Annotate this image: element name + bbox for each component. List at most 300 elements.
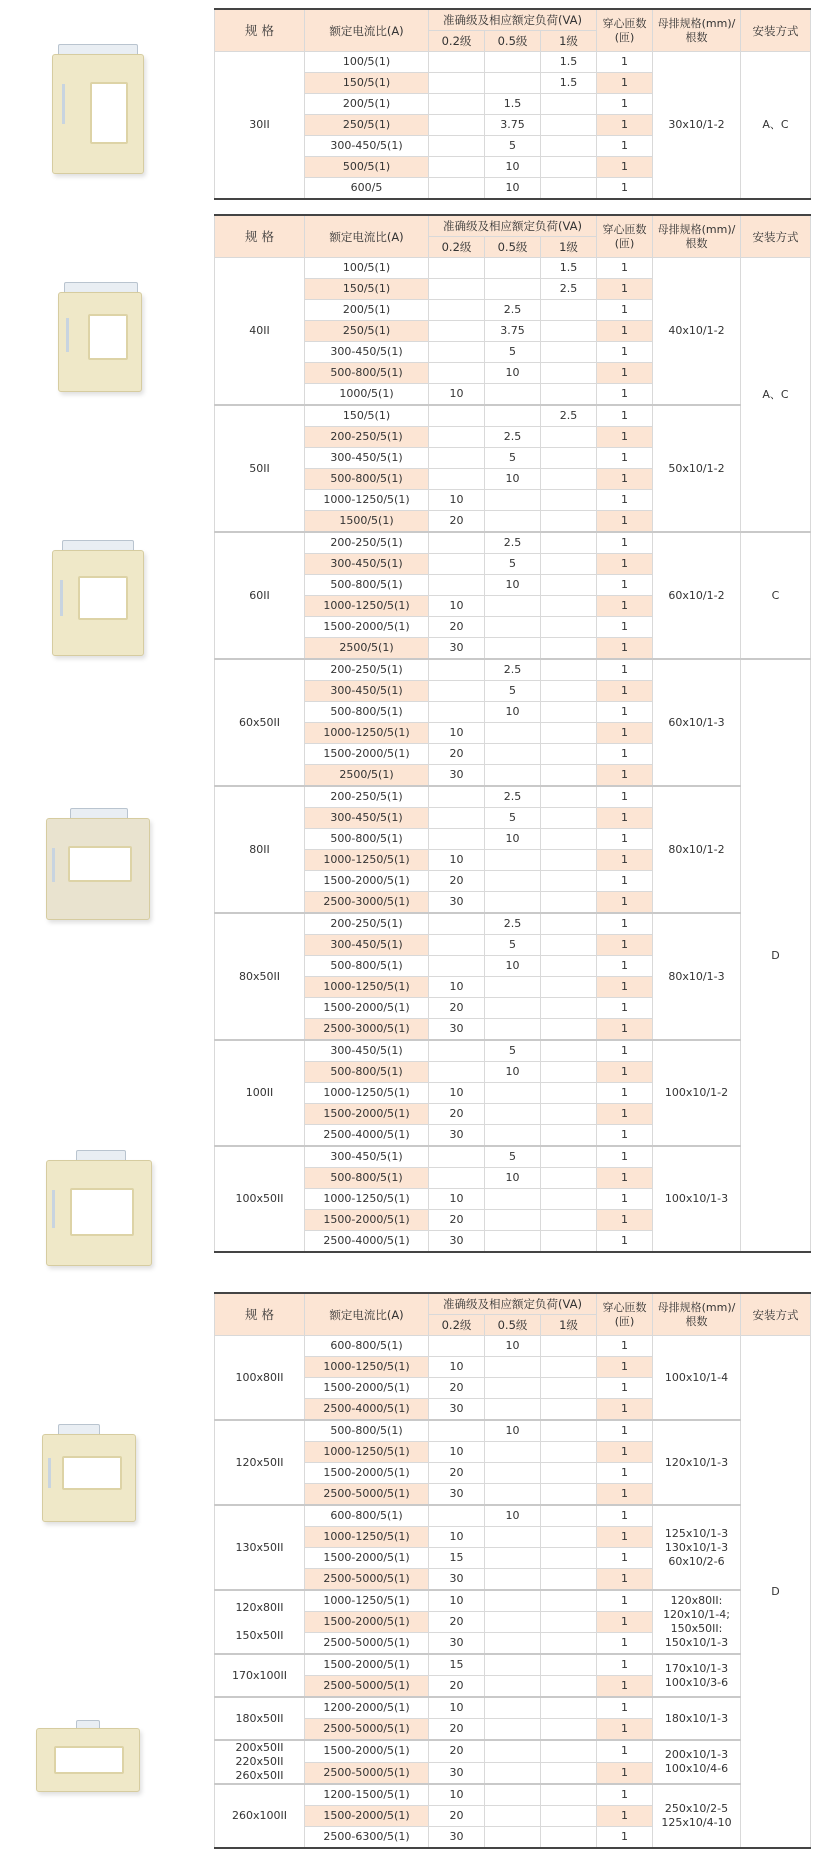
class-02-cell: 30 [429,892,485,914]
class-05-cell [485,744,541,765]
turns-cell: 1 [597,765,653,787]
class-1-cell [541,913,597,935]
header-class-05: 0.5级 [485,31,541,52]
class-02-cell [429,300,485,321]
class-02-cell [429,935,485,956]
class-05-cell: 10 [485,363,541,384]
class-02-cell [429,913,485,935]
class-05-cell: 10 [485,1168,541,1189]
turns-cell: 1 [597,1168,653,1189]
ratio-cell: 2500-4000/5(1) [305,1125,429,1147]
class-02-cell: 30 [429,1762,485,1784]
turns-cell: 1 [597,554,653,575]
class-02-cell [429,1146,485,1168]
busbar-cell: 170x10/1-3 100x10/3-6 [653,1654,741,1697]
turns-cell: 1 [597,258,653,279]
turns-cell: 1 [597,1189,653,1210]
class-1-cell: 1.5 [541,258,597,279]
class-02-cell: 30 [429,1569,485,1591]
ratio-cell: 600/5 [305,178,429,200]
class-05-cell [485,52,541,73]
ratio-cell: 2500-4000/5(1) [305,1399,429,1421]
class-1-cell [541,1740,597,1762]
class-1-cell [541,638,597,660]
header-busbar: 母排规格(mm)/根数 [653,9,741,52]
ratio-cell: 1000-1250/5(1) [305,1590,429,1612]
turns-cell: 1 [597,913,653,935]
turns-cell: 1 [597,808,653,829]
ratio-cell: 600-800/5(1) [305,1336,429,1357]
turns-cell: 1 [597,490,653,511]
ct-photo-60 [52,540,146,658]
class-1-cell [541,681,597,702]
turns-cell: 1 [597,532,653,554]
turns-cell: 1 [597,1484,653,1506]
turns-cell: 1 [597,94,653,115]
ratio-cell: 200-250/5(1) [305,659,429,681]
class-05-cell [485,1719,541,1741]
header-class-02: 0.2级 [429,31,485,52]
class-05-cell: 5 [485,1146,541,1168]
ratio-cell: 1000-1250/5(1) [305,850,429,871]
header-ratio: 额定电流比(A) [305,9,429,52]
turns-cell: 1 [597,1719,653,1741]
header-class-1: 1级 [541,1315,597,1336]
class-02-cell: 10 [429,1697,485,1719]
ratio-cell: 1000-1250/5(1) [305,1357,429,1378]
spec-cell: 130x50II [215,1505,305,1590]
header-class-1: 1级 [541,31,597,52]
class-1-cell [541,1442,597,1463]
class-1-cell [541,659,597,681]
busbar-cell: 100x10/1-4 [653,1336,741,1421]
class-1-cell [541,786,597,808]
header-spec: 规 格 [215,9,305,52]
class-02-cell: 20 [429,1676,485,1698]
class-02-cell [429,1040,485,1062]
class-02-cell: 10 [429,1442,485,1463]
table-row [215,1146,811,1168]
ratio-cell: 150/5(1) [305,279,429,300]
class-1-cell [541,1569,597,1591]
class-05-cell [485,1189,541,1210]
class-02-cell: 30 [429,1827,485,1849]
ratio-cell: 1500-2000/5(1) [305,1806,429,1827]
ratio-cell: 1000-1250/5(1) [305,1083,429,1104]
ct-photo-260x100 [36,1720,140,1794]
turns-cell: 1 [597,1505,653,1527]
ratio-cell: 1500-2000/5(1) [305,744,429,765]
turns-cell: 1 [597,1548,653,1569]
class-05-cell: 3.75 [485,321,541,342]
header-class-05: 0.5级 [485,1315,541,1336]
spec-table-2 [214,214,811,1253]
turns-cell: 1 [597,638,653,660]
header-install: 安装方式 [741,9,811,52]
turns-cell: 1 [597,1590,653,1612]
class-1-cell [541,829,597,850]
class-1-cell [541,1399,597,1421]
class-05-cell [485,1676,541,1698]
ratio-cell: 300-450/5(1) [305,136,429,157]
spec-cell: 200x50II 220x50II 260x50II [215,1740,305,1784]
class-02-cell [429,681,485,702]
class-05-cell: 5 [485,554,541,575]
class-05-cell: 5 [485,681,541,702]
spec-cell: 180x50II [215,1697,305,1740]
install-cell: D [741,1336,811,1849]
class-05-cell: 5 [485,808,541,829]
header-install: 安装方式 [741,1293,811,1336]
header-busbar: 母排规格(mm)/根数 [653,1293,741,1336]
class-05-cell: 5 [485,1040,541,1062]
class-1-cell [541,554,597,575]
class-05-cell [485,1740,541,1762]
ratio-cell: 2500-5000/5(1) [305,1484,429,1506]
table-row [215,52,811,73]
ratio-cell: 500-800/5(1) [305,363,429,384]
header-accuracy: 准确级及相应额定负荷(VA) [429,1293,597,1315]
turns-cell: 1 [597,178,653,200]
class-02-cell [429,279,485,300]
class-05-cell [485,1231,541,1253]
ratio-cell: 1000-1250/5(1) [305,1442,429,1463]
class-02-cell: 20 [429,1104,485,1125]
turns-cell: 1 [597,1357,653,1378]
class-05-cell [485,596,541,617]
class-05-cell: 10 [485,702,541,723]
turns-cell: 1 [597,1762,653,1784]
class-05-cell: 5 [485,935,541,956]
table-row [215,405,811,427]
class-05-cell [485,384,541,406]
turns-cell: 1 [597,1104,653,1125]
class-02-cell [429,808,485,829]
class-02-cell [429,469,485,490]
busbar-cell: 50x10/1-2 [653,405,741,532]
class-05-cell: 10 [485,1420,541,1442]
turns-cell: 1 [597,1378,653,1399]
class-1-cell [541,808,597,829]
ratio-cell: 1500-2000/5(1) [305,1612,429,1633]
class-02-cell [429,363,485,384]
class-1-cell [541,723,597,744]
ratio-cell: 1500-2000/5(1) [305,1210,429,1231]
class-05-cell [485,1697,541,1719]
class-05-cell [485,977,541,998]
spec-cell: 100x50II [215,1146,305,1252]
busbar-cell: 120x80II: 120x10/1-4; 150x50II: 150x10/1-3 [653,1590,741,1654]
class-05-cell [485,617,541,638]
class-02-cell [429,659,485,681]
turns-cell: 1 [597,157,653,178]
spec-cell: 100x80II [215,1336,305,1421]
turns-cell: 1 [597,786,653,808]
class-02-cell: 30 [429,1231,485,1253]
class-02-cell: 10 [429,1357,485,1378]
busbar-cell: 180x10/1-3 [653,1697,741,1740]
class-1-cell [541,511,597,533]
ratio-cell: 1500-2000/5(1) [305,1740,429,1762]
ratio-cell: 1500/5(1) [305,511,429,533]
ratio-cell: 500-800/5(1) [305,829,429,850]
turns-cell: 1 [597,829,653,850]
class-02-cell [429,321,485,342]
class-1-cell [541,384,597,406]
table-row [215,1590,811,1612]
ratio-cell: 250/5(1) [305,115,429,136]
class-05-cell [485,1399,541,1421]
ct-photo-30 [52,44,144,176]
class-05-cell: 2.5 [485,659,541,681]
turns-cell: 1 [597,850,653,871]
class-1-cell [541,1633,597,1655]
class-1-cell [541,1357,597,1378]
ratio-cell: 200/5(1) [305,94,429,115]
class-02-cell: 15 [429,1548,485,1569]
class-02-cell: 30 [429,765,485,787]
spec-cell: 170x100II [215,1654,305,1697]
busbar-cell: 100x10/1-2 [653,1040,741,1146]
class-05-cell: 5 [485,342,541,363]
ratio-cell: 500-800/5(1) [305,1062,429,1083]
turns-cell: 1 [597,1210,653,1231]
ratio-cell: 300-450/5(1) [305,935,429,956]
spec-cell: 120x80II 150x50II [215,1590,305,1654]
class-1-cell [541,956,597,977]
turns-cell: 1 [597,617,653,638]
class-02-cell [429,178,485,200]
table-row [215,1740,811,1762]
class-02-cell: 10 [429,1590,485,1612]
class-1-cell [541,1612,597,1633]
class-1-cell [541,448,597,469]
class-02-cell [429,702,485,723]
install-cell: A、C [741,52,811,200]
turns-cell: 1 [597,1527,653,1548]
spec-cell: 260x100II [215,1784,305,1848]
turns-cell: 1 [597,1420,653,1442]
class-1-cell [541,702,597,723]
install-cell: D [741,659,811,1252]
class-05-cell [485,723,541,744]
header-class-02: 0.2级 [429,237,485,258]
class-05-cell [485,871,541,892]
class-02-cell [429,829,485,850]
class-1-cell [541,596,597,617]
class-1-cell: 2.5 [541,279,597,300]
class-05-cell [485,1806,541,1827]
class-02-cell [429,258,485,279]
class-02-cell: 10 [429,1083,485,1104]
class-02-cell: 20 [429,1740,485,1762]
header-ratio: 额定电流比(A) [305,1293,429,1336]
ratio-cell: 200-250/5(1) [305,427,429,448]
class-02-cell: 10 [429,977,485,998]
ratio-cell: 2500-4000/5(1) [305,1231,429,1253]
class-05-cell [485,279,541,300]
turns-cell: 1 [597,681,653,702]
class-02-cell: 15 [429,1654,485,1676]
class-02-cell: 30 [429,1125,485,1147]
ratio-cell: 300-450/5(1) [305,554,429,575]
class-1-cell [541,178,597,200]
spec-cell: 60x50II [215,659,305,786]
busbar-cell: 60x10/1-3 [653,659,741,786]
class-02-cell: 20 [429,998,485,1019]
table-row [215,1505,811,1527]
turns-cell: 1 [597,1463,653,1484]
turns-cell: 1 [597,935,653,956]
class-02-cell [429,157,485,178]
turns-cell: 1 [597,136,653,157]
ratio-cell: 1000/5(1) [305,384,429,406]
class-1-cell [541,977,597,998]
turns-cell: 1 [597,1569,653,1591]
class-1-cell [541,94,597,115]
class-05-cell [485,1442,541,1463]
ratio-cell: 1000-1250/5(1) [305,596,429,617]
ratio-cell: 2500/5(1) [305,765,429,787]
class-1-cell [541,998,597,1019]
class-05-cell [485,1463,541,1484]
ratio-cell: 1000-1250/5(1) [305,1189,429,1210]
class-1-cell [541,617,597,638]
busbar-cell: 200x10/1-3 100x10/4-6 [653,1740,741,1784]
ratio-cell: 2500/5(1) [305,638,429,660]
class-05-cell: 10 [485,1505,541,1527]
class-02-cell [429,94,485,115]
ratio-cell: 1500-2000/5(1) [305,1548,429,1569]
ratio-cell: 2500-3000/5(1) [305,1019,429,1041]
class-1-cell [541,1527,597,1548]
class-05-cell: 10 [485,157,541,178]
ratio-cell: 2500-5000/5(1) [305,1719,429,1741]
class-05-cell [485,490,541,511]
table-row [215,786,811,808]
ratio-cell: 500-800/5(1) [305,469,429,490]
spec-cell: 80II [215,786,305,913]
turns-cell: 1 [597,596,653,617]
ratio-cell: 500-800/5(1) [305,1168,429,1189]
ratio-cell: 100/5(1) [305,258,429,279]
class-02-cell [429,448,485,469]
class-02-cell: 10 [429,490,485,511]
turns-cell: 1 [597,300,653,321]
busbar-cell: 80x10/1-3 [653,913,741,1040]
turns-cell: 1 [597,384,653,406]
class-05-cell [485,638,541,660]
class-05-cell [485,1784,541,1806]
ratio-cell: 2500-5000/5(1) [305,1762,429,1784]
class-1-cell [541,1676,597,1698]
class-1-cell: 1.5 [541,73,597,94]
class-02-cell [429,136,485,157]
turns-cell: 1 [597,405,653,427]
ratio-cell: 1200-1500/5(1) [305,1784,429,1806]
ratio-cell: 200/5(1) [305,300,429,321]
class-1-cell [541,1125,597,1147]
class-05-cell: 10 [485,178,541,200]
turns-cell: 1 [597,279,653,300]
class-02-cell: 10 [429,596,485,617]
class-02-cell [429,1062,485,1083]
class-05-cell: 10 [485,1336,541,1357]
install-cell: C [741,532,811,659]
turns-cell: 1 [597,115,653,136]
table-row [215,659,811,681]
ratio-cell: 1000-1250/5(1) [305,723,429,744]
turns-cell: 1 [597,363,653,384]
class-02-cell [429,115,485,136]
class-05-cell [485,765,541,787]
class-1-cell [541,469,597,490]
class-05-cell: 2.5 [485,427,541,448]
class-05-cell: 10 [485,956,541,977]
turns-cell: 1 [597,1062,653,1083]
class-1-cell [541,1040,597,1062]
class-1-cell [541,1697,597,1719]
class-1-cell [541,1548,597,1569]
class-1-cell [541,115,597,136]
ct-photo-80 [46,808,152,922]
ratio-cell: 1500-2000/5(1) [305,1463,429,1484]
class-05-cell [485,1827,541,1849]
class-1-cell [541,1104,597,1125]
class-1-cell [541,765,597,787]
table-row [215,1336,811,1357]
class-1-cell [541,300,597,321]
class-02-cell: 10 [429,723,485,744]
class-05-cell [485,1612,541,1633]
class-02-cell [429,532,485,554]
turns-cell: 1 [597,427,653,448]
class-02-cell [429,575,485,596]
header-spec: 规 格 [215,1293,305,1336]
class-1-cell [541,1784,597,1806]
ratio-cell: 2500-6300/5(1) [305,1827,429,1849]
class-02-cell [429,554,485,575]
class-05-cell [485,1378,541,1399]
header-class-02: 0.2级 [429,1315,485,1336]
class-05-cell [485,1019,541,1041]
class-02-cell: 10 [429,1189,485,1210]
class-1-cell [541,871,597,892]
class-1-cell [541,1420,597,1442]
class-02-cell: 20 [429,1210,485,1231]
ratio-cell: 500-800/5(1) [305,1420,429,1442]
class-02-cell: 30 [429,1019,485,1041]
class-05-cell: 10 [485,575,541,596]
class-1-cell [541,1719,597,1741]
class-1-cell [541,1189,597,1210]
class-02-cell: 20 [429,1806,485,1827]
class-1-cell [541,1146,597,1168]
table-row [215,1697,811,1719]
ratio-cell: 300-450/5(1) [305,1146,429,1168]
class-05-cell: 10 [485,829,541,850]
busbar-cell: 40x10/1-2 [653,258,741,406]
class-02-cell [429,1336,485,1357]
ratio-cell: 300-450/5(1) [305,808,429,829]
ratio-cell: 2500-3000/5(1) [305,892,429,914]
class-1-cell [541,321,597,342]
spec-cell: 40II [215,258,305,406]
turns-cell: 1 [597,1231,653,1253]
turns-cell: 1 [597,1676,653,1698]
busbar-cell: 30x10/1-2 [653,52,741,200]
class-02-cell: 20 [429,744,485,765]
